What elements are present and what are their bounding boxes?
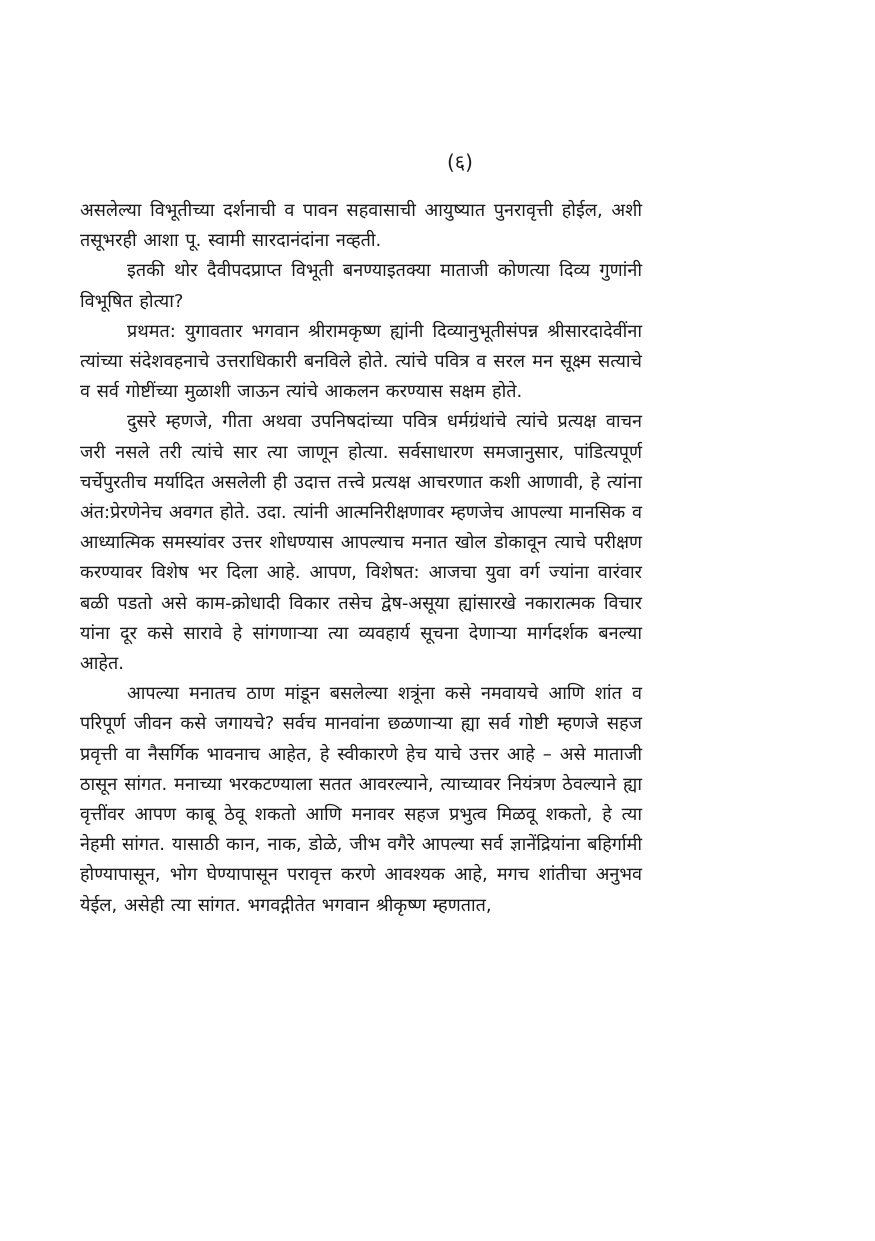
paragraph-question: इतकी थोर दैवीपदप्राप्त विभूती बनण्याइतक्या माताजी कोणत्या दिव्य गुणांनी विभूषित होत्या? bbox=[80, 260, 642, 312]
paragraph-second-point: दुसरे म्हणजे, गीता अथवा उपनिषदांच्या पवित्र धर्मग्रंथांचे त्यांचे प्रत्यक्ष वाचन जरी नसले तरी त्यांचे सार त्या जाणून होत्या. सर्वसाधारण समजानुसार, पांडित्यपूर्ण चर्चेपुरतीच मर्यादित असलेली ही उदात्त तत्त्वे प्रत्यक्ष आचरणात कशी आणावी, हे त्यांना अंत:प्रेरणेनेच अवगत होते. उदा. त्यांनी आत्मनिरीक्षणावर म्हणजेच आपल्या मानसिक व आध्यात्मिक समस्यांवर उत्तर शोधण्यास आपल्याच मनात खोल डोकावून त्याचे परीक्षण करण्यावर विशेष भर दिला आहे. आपण, विशेषत: आजचा युवा वर्ग ज्यांना वारंवार बळी पडतो असे काम-क्रोधादी विकार तसेच द्वेष-असूया ह्यांसारखे नकारात्मक विचार यांना दूर कसे सारावे हे सांगणाऱ्या त्या व्यवहार्य सूचना देणाऱ्या मार्गदर्शक बनल्या आहेत. bbox=[80, 411, 642, 675]
body-text bbox=[80, 196, 642, 921]
paragraph-mind-control: आपल्या मनातच ठाण मांडून बसलेल्या शत्रूंना कसे नमवायचे आणि शांत व परिपूर्ण जीवन कसे जगायचे? सर्वच मानवांना छळणाऱ्या ह्या सर्व गोष्टी म्हणजे सहज प्रवृत्ती वा नैसर्गिक भावनाच आहेत, हे स्वीकारणे हेच याचे उत्तर आहे – असे माताजी ठासून सांगत. मनाच्या भरकटण्याला सतत आवरल्याने, त्याच्यावर नियंत्रण ठेवल्याने ह्या वृत्तींवर आपण काबू ठेवू शकतो आणि मनावर सहज प्रभुत्व मिळवू शकतो, हे त्या नेहमी सांगत. यासाठी कान, नाक, डोळे, जीभ वगैरे आपल्या सर्व ज्ञानेंद्रियांना बहिर्गामी होण्यापासून, भोग घेण्यापासून परावृत्त करणे आवश्यक आहे, मगच शांतीचा अनुभव येईल, असेही त्या सांगत. भगवद्गीतेत भगवान श्रीकृष्ण म्हणतात, bbox=[80, 683, 642, 916]
paragraph-first-point: प्रथमत: युगावतार भगवान श्रीरामकृष्ण ह्यांनी दिव्यानुभूतीसंपन्न श्रीसारदादेवींना त्यांच्या संदेशवहनाचे उत्तराधिकारी बनविले होते. त्यांचे पवित्र व सरल मन सूक्ष्म सत्याचे व सर्व गोष्टींच्या मुळाशी जाऊन त्यांचे आकलन करण्यास सक्षम होते. bbox=[80, 320, 642, 403]
paragraph-continuation: असलेल्या विभूतीच्या दर्शनाची व पावन सहवासाची आयुष्यात पुनरावृत्ती होईल, अशी तसूभरही आशा पू. स्वामी सारदानंदांना नव्हती. bbox=[80, 200, 642, 252]
page-number: (६) bbox=[446, 150, 473, 174]
